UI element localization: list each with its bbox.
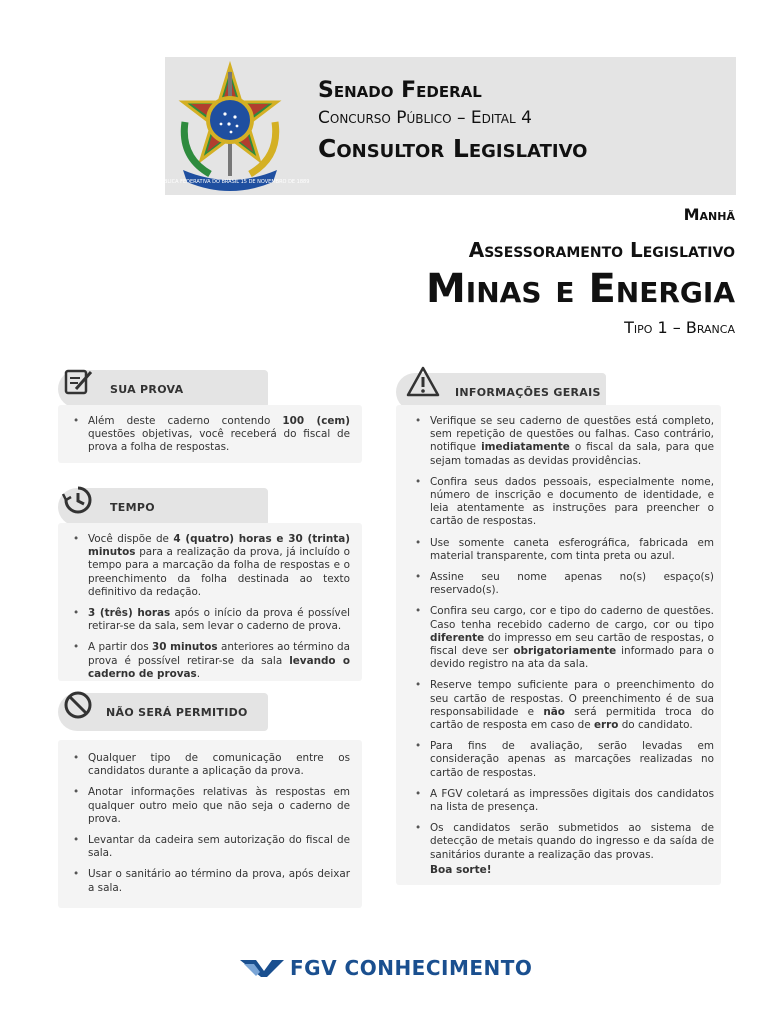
list-tempo xyxy=(70,533,350,689)
fgv-brand-text: FGV CONHECIMENTO xyxy=(290,956,533,980)
coat-of-arms-icon xyxy=(150,62,310,192)
list-item: • 3 (três) horas após o início da prova é possível retirar-se da sala, sem levar o caderno de prova. xyxy=(70,607,350,633)
list-item: • Qualquer tipo de comunicação entre os candidatos durante a aplicação da prova. xyxy=(70,752,350,778)
fgv-logo-icon xyxy=(240,958,284,978)
list-item: • Os candidatos serão submetidos ao sistema de detecção de metais quando do ingresso e da saída de sanitários durante a realização das provas. xyxy=(412,822,714,862)
section-title-sua-prova: SUA PROVA xyxy=(110,383,184,396)
list-item: • Levantar da cadeira sem autorização do fiscal de sala. xyxy=(70,834,350,860)
prohibited-icon xyxy=(60,687,96,723)
list-item: • Use somente caneta esferográfica, fabricada em material transparente, com tinta preta ou azul. xyxy=(412,537,714,563)
pencil-paper-icon xyxy=(60,364,96,400)
list-item: • Você dispõe de 4 (quatro) horas e 30 (trinta) minutos para a realização da prova, já incluído o tempo para a marcação da folha de respostas e o preenchimento da folha destinada ao texto definitivo da redação. xyxy=(70,533,350,599)
warning-icon xyxy=(405,364,441,400)
shift-label: Manhã xyxy=(683,205,735,224)
position-title: Consultor Legislativo xyxy=(318,134,588,163)
list-item: • A FGV coletará as impressões digitais dos candidatos na lista de presença. xyxy=(412,788,714,814)
list-nao-permitido xyxy=(70,752,350,903)
list-item: • Além deste caderno contendo 100 (cem) questões objetivas, você receberá do fiscal de prova a folha de respostas. xyxy=(70,415,350,455)
list-item: • Usar o sanitário ao término da prova, após deixar a sala. xyxy=(70,868,350,894)
list-item: • Assine seu nome apenas no(s) espaço(s) reservado(s). xyxy=(412,571,714,597)
emblem-ribbon-text: REPUBLICA FEDERATIVA DO BRASIL 15 DE NOVEMBRO DE 1889 xyxy=(150,179,310,185)
section-title-nao-permitido: NÃO SERÁ PERMITIDO xyxy=(106,706,248,719)
exam-subtitle: Concurso Público – Edital 4 xyxy=(318,108,532,128)
section-title-informacoes-gerais: INFORMAÇÕES GERAIS xyxy=(455,386,601,399)
list-informacoes-gerais xyxy=(412,415,714,870)
list-item: • Confira seus dados pessoais, especialmente nome, número de inscrição e documento de identidade, e leia atentamente as instruções para preencher o cartão de respostas. xyxy=(412,476,714,529)
fgv-logo xyxy=(240,956,532,980)
subject-title: Minas e Energia xyxy=(426,266,735,312)
area-label: Assessoramento Legislativo xyxy=(468,238,735,262)
list-item: • Verifique se seu caderno de questões está completo, sem repetição de questões ou falhas. Caso contrário, notifique imediatamente o fiscal da sala, para que sejam tomadas as devidas providências. xyxy=(412,415,714,468)
list-item: • Confira seu cargo, cor e tipo do caderno de questões. Caso tenha recebido caderno de cargo, cor ou tipo diferente do impresso em seu cartão de respostas, o fiscal deve ser obrigatoriamente informado para o devido registro na ata da sala. xyxy=(412,605,714,671)
good-luck-text: Boa sorte! xyxy=(430,864,492,876)
booklet-type: Tipo 1 – Branca xyxy=(624,318,735,337)
list-sua-prova xyxy=(70,415,350,463)
list-item: • A partir dos 30 minutos anteriores ao término da prova é possível retirar-se da sala levando o caderno de provas. xyxy=(70,641,350,681)
institution-title: Senado Federal xyxy=(318,78,482,103)
list-item: • Reserve tempo suficiente para o preenchimento do seu cartão de respostas. O preenchimento é de sua responsabilidade e não será permitida troca do cartão de resposta em caso de erro do candidato. xyxy=(412,679,714,732)
clock-icon xyxy=(60,482,96,518)
list-item: • Para fins de avaliação, serão levadas em consideração apenas as marcações realizadas no cartão de respostas. xyxy=(412,740,714,780)
section-title-tempo: TEMPO xyxy=(110,501,155,514)
list-item: • Anotar informações relativas às respostas em qualquer outro meio que não seja o caderno de prova. xyxy=(70,786,350,826)
